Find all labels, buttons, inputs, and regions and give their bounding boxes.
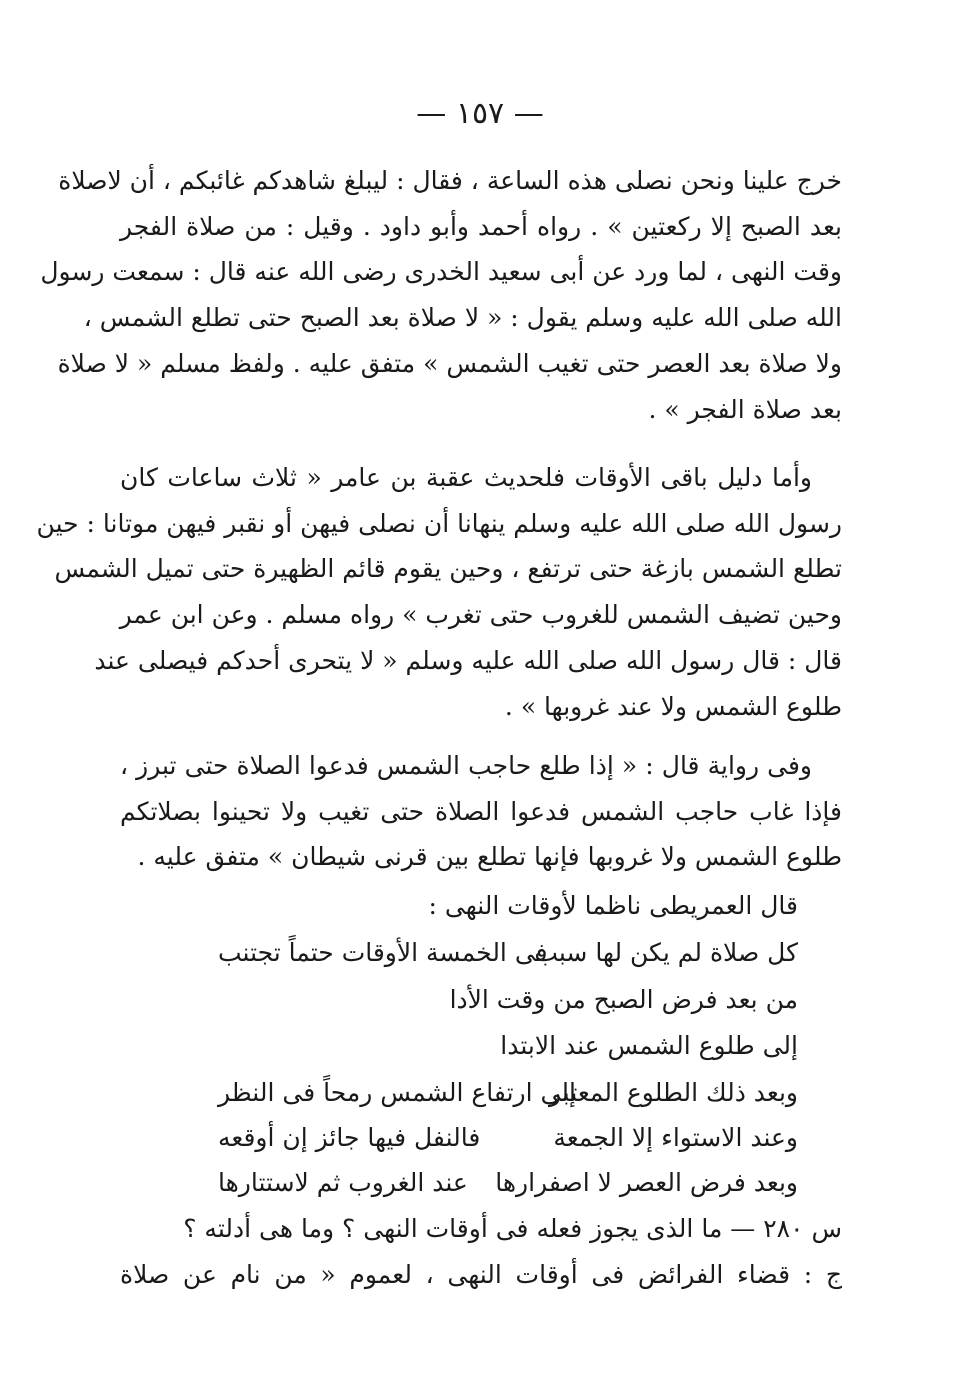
verse-first-hemistich: من بعد فرض الصبح من وقت الأدا <box>449 985 798 1014</box>
paragraph-2 <box>36 455 842 729</box>
poem-verse <box>218 1023 798 1069</box>
verse-first-hemistich: كل صلاة لم يكن لها سبب <box>534 938 798 967</box>
text-line: وقت النهى ، لما ورد عن أبى سعيد الخدرى رضى الله عنه قال : سمعت رسول <box>40 257 842 287</box>
paragraph-3 <box>120 743 842 880</box>
poem-verse <box>218 1070 798 1116</box>
text-line: وحين تضيف الشمس للغروب حتى تغرب » رواه مسلم . وعن ابن عمر <box>119 600 842 630</box>
text-line: تطلع الشمس بازغة حتى ترتفع ، وحين يقوم قائم الظهيرة حتى تميل الشمس <box>54 554 842 584</box>
answer-line: ج : قضاء الفرائض فى أوقات النهى ، لعموم « من نام عن صلاة <box>120 1260 842 1289</box>
text-line: وفى رواية قال : « إذا طلع حاجب الشمس فدعوا الصلاة حتى تبرز ، <box>120 751 812 780</box>
page-number: — ١٥٧ — <box>416 96 544 131</box>
paragraph-1 <box>40 158 842 432</box>
text-line: وأما دليل باقى الأوقات فلحديث عقبة بن عامر « ثلاث ساعات كان <box>120 463 812 492</box>
poem-verse <box>218 930 798 976</box>
question-line: س ٢٨٠ — ما الذى يجوز فعله فى أوقات النهى ؟ وما هى أدلته ؟ <box>183 1214 842 1243</box>
text-line: الله صلى الله عليه وسلم يقول : « لا صلاة بعد الصبح حتى تطلع الشمس ، <box>83 303 842 333</box>
text-line: ولا صلاة بعد العصر حتى تغيب الشمس » متفق عليه . ولفظ مسلم « لا صلاة <box>57 348 842 378</box>
verse-second-hemistich: فى الخمسة الأوقات حتماً تجتنب <box>218 938 548 967</box>
verse-second-hemistich: عند الغروب ثم لاستتارها <box>218 1168 468 1197</box>
text-line: طلوع الشمس ولا عند غروبها » . <box>504 691 842 721</box>
text-line: رسول الله صلى الله عليه وسلم ينهانا أن نصلى فيهن أو نقبر فيهن موتانا : حين <box>36 508 842 538</box>
text-line: بعد صلاة الفجر » . <box>648 394 842 424</box>
verse-second-hemistich: فالنفل فيها جائز إن أوقعه <box>218 1123 481 1152</box>
text-line: فإذا غاب حاجب الشمس فدعوا الصلاة حتى تغيب ولا تحينوا بصلاتكم <box>120 796 842 826</box>
poem-verse <box>218 1115 798 1161</box>
verse-second-hemistich: إلى ارتفاع الشمس رمحاً فى النظر <box>218 1078 576 1107</box>
verse-first-hemistich: وعند الاستواء إلا الجمعة <box>553 1123 798 1152</box>
text-line: بعد الصبح إلا ركعتين » . رواه أحمد وأبو داود . وقيل : من صلاة الفجر <box>120 211 842 241</box>
text-line: خرج علينا ونحن نصلى هذه الساعة ، فقال : ليبلغ شاهدكم غائبكم ، أن لاصلاة <box>58 166 842 195</box>
poem-verse <box>218 1160 798 1206</box>
verse-first-hemistich: وبعد فرض العصر لا اصفرارها <box>495 1168 798 1197</box>
verse-first-hemistich: وبعد ذلك الطلوع المعتبر <box>548 1078 798 1107</box>
poem-intro: قال العمريطى ناظما لأوقات النهى : <box>428 891 798 920</box>
poem-verse <box>218 977 798 1023</box>
text-line: قال : قال رسول الله صلى الله عليه وسلم « لا يتحرى أحدكم فيصلى عند <box>94 645 842 675</box>
verse-first-hemistich: إلى طلوع الشمس عند الابتدا <box>500 1031 798 1060</box>
text-line: طلوع الشمس ولا غروبها فإنها تطلع بين قرنى شيطان » متفق عليه . <box>137 842 842 872</box>
